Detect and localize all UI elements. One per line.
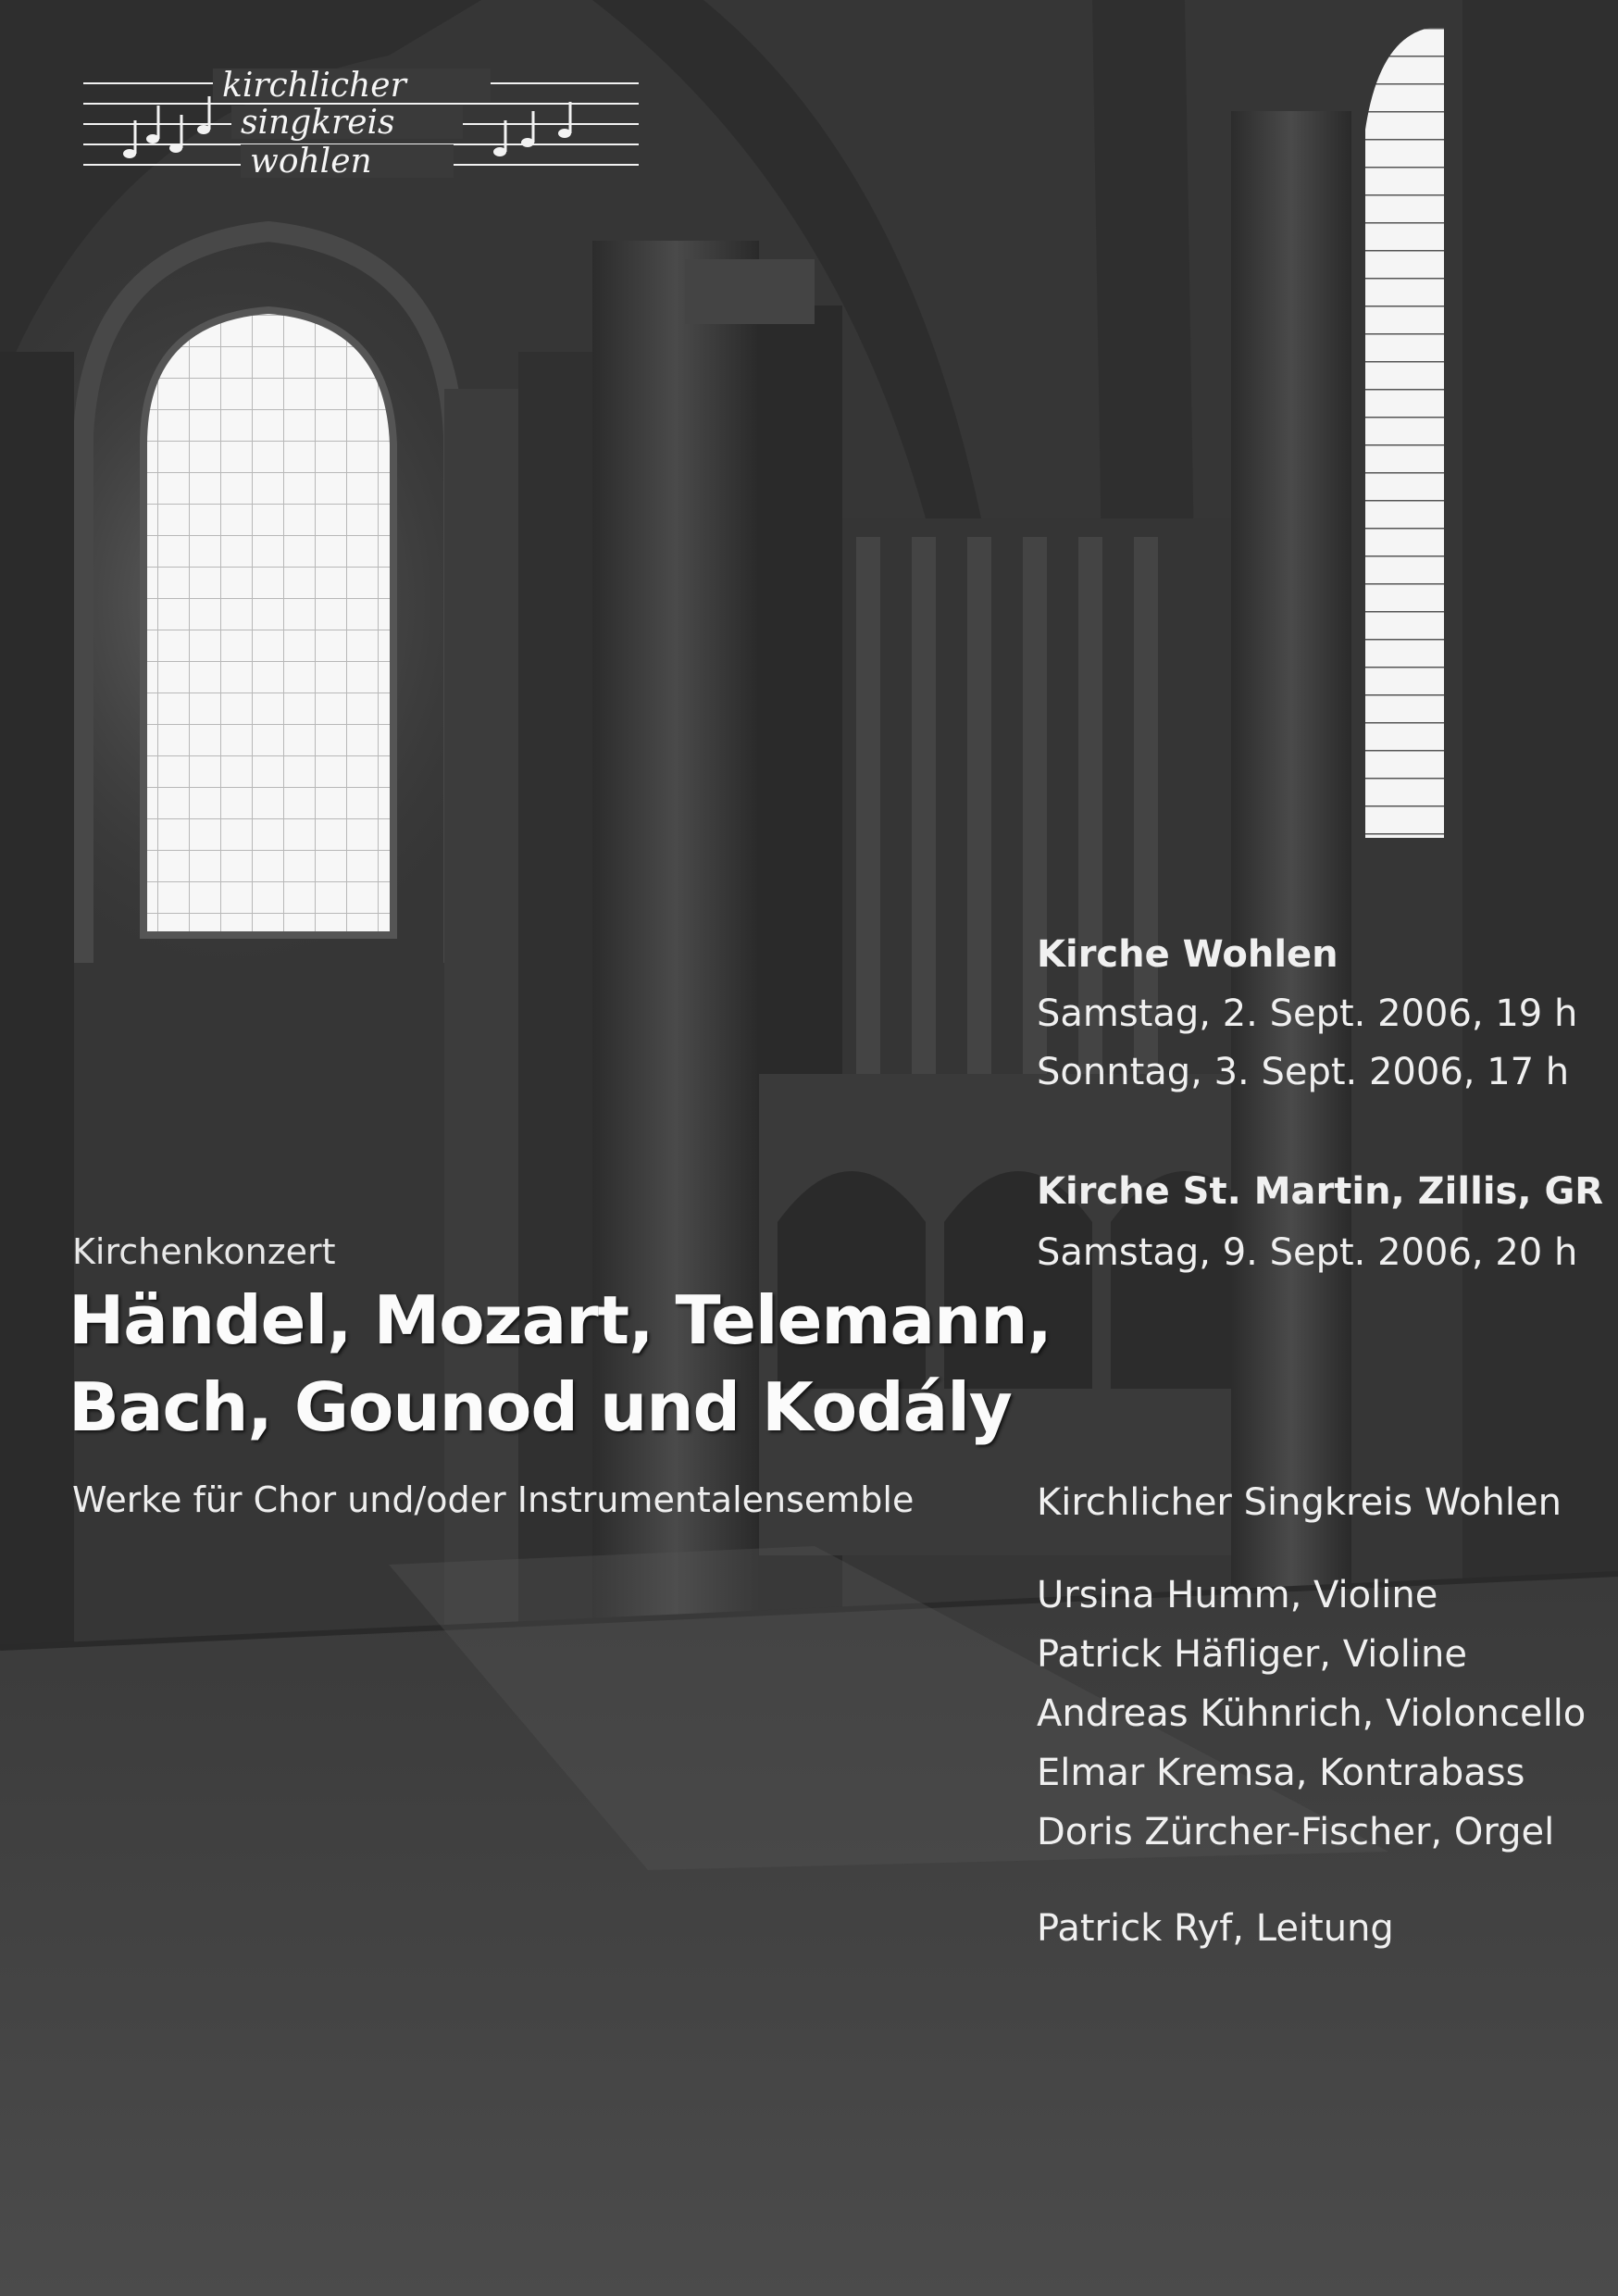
venue-2-name: Kirche St. Martin, Zillis, GR — [1037, 1170, 1604, 1213]
musician-3: Andreas Kühnrich, Violoncello — [1037, 1692, 1587, 1735]
singkreis-logo — [83, 65, 648, 204]
logo-line-1: kirchlicher — [222, 67, 406, 105]
right-window — [1365, 28, 1444, 838]
logo-line-3: wohlen — [250, 143, 372, 181]
logo-line-2: singkreis — [241, 104, 395, 142]
venue-1-date-1: Samstag, 2. Sept. 2006, 19 h — [1037, 992, 1578, 1035]
headline-line-1: Händel, Mozart, Telemann, — [68, 1281, 1052, 1359]
ensemble-name: Kirchlicher Singkreis Wohlen — [1037, 1481, 1562, 1524]
venue-1-date-2: Sonntag, 3. Sept. 2006, 17 h — [1037, 1051, 1570, 1093]
musician-5: Doris Zürcher-Fischer, Orgel — [1037, 1811, 1555, 1853]
left-window — [143, 310, 393, 935]
musician-1: Ursina Humm, Violine — [1037, 1574, 1438, 1616]
venue-1-name: Kirche Wohlen — [1037, 933, 1338, 976]
headline-line-2: Bach, Gounod und Kodály — [68, 1368, 1012, 1446]
venue-2-date-1: Samstag, 9. Sept. 2006, 20 h — [1037, 1231, 1578, 1274]
musician-4: Elmar Kremsa, Kontrabass — [1037, 1752, 1525, 1794]
conductor: Patrick Ryf, Leitung — [1037, 1907, 1394, 1950]
musician-2: Patrick Häfliger, Violine — [1037, 1633, 1467, 1676]
concert-kicker: Kirchenkonzert — [72, 1231, 336, 1272]
concert-subtitle: Werke für Chor und/oder Instrumentalensemble — [72, 1479, 915, 1520]
